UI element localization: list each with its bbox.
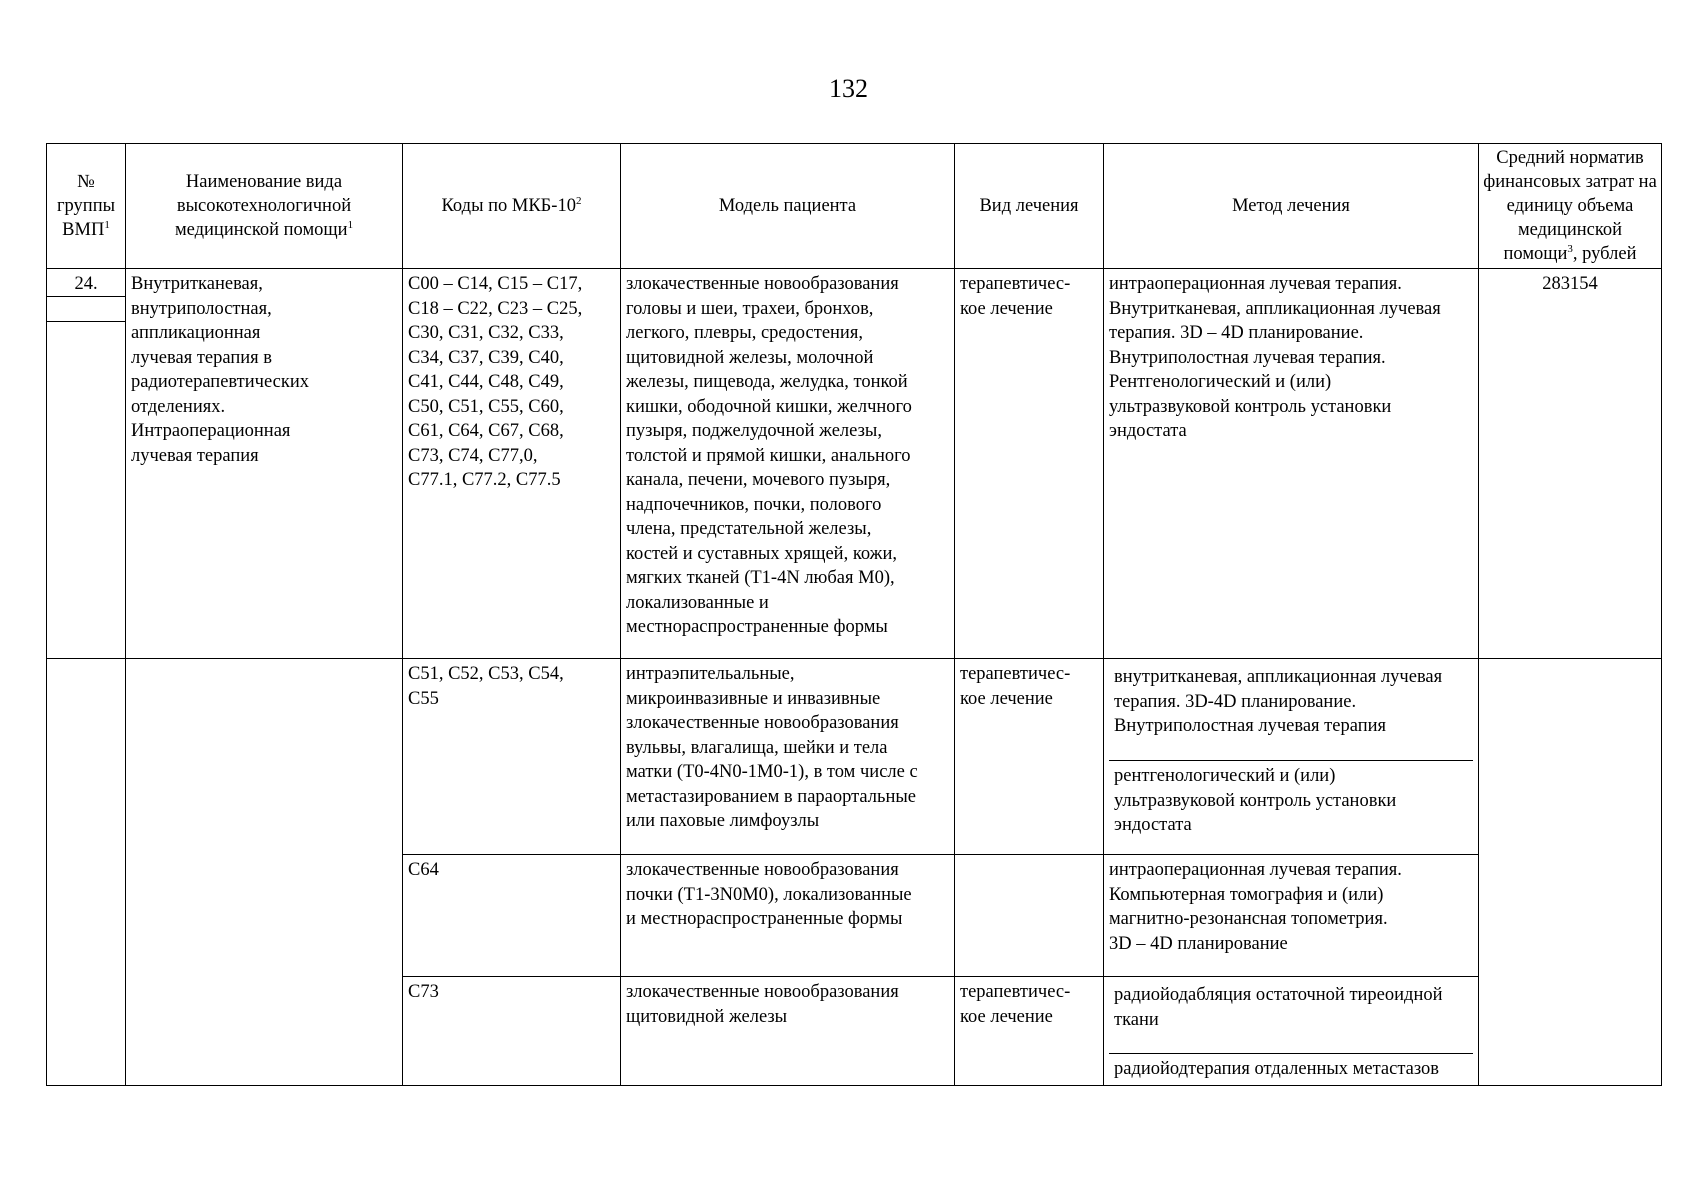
treatment-method-cell: интраоперационная лучевая терапия. Внутритканевая, аппликационная лучевая терапия. 3D – 4D планирование. Внутриполостная лучевая терапия. Рентгенологический и (или) ультразвуковой контроль установки эндостата — [1104, 269, 1479, 659]
treatment-type-cell — [955, 855, 1104, 977]
treatment-method-item: рентгенологический и (или) ультразвуковой контроль установки эндостата — [1109, 760, 1473, 841]
treatment-method-cell — [1104, 659, 1479, 855]
header-care-name: Наименование вида высокотехнологичной медицинской помощи$^1$ — [126, 144, 403, 269]
icd-codes-cell: С00 – С14, С15 – С17, С18 – С22, С23 – С25, С30, С31, С32, С33, С34, С37, С39, С40, С41, С44, С48, С49, С50, С51, С55, С60, С61, С64, С67, С68, С73, С74, С77,0, С77.1, С77.2, С77.5 — [403, 269, 621, 659]
table-row — [47, 269, 1662, 659]
treatment-method-item: радиойодабляция остаточной тиреоидной ткани — [1114, 985, 1443, 1030]
patient-model-cell: интраэпительальные, микроинвазивные и инвазивные злокачественные новообразования вульвы, влагалища, шейки и тела матки (T0-4N0-1M0-1), в том числе с метастазированием в параортальные или паховые лимфоузлы — [621, 659, 955, 855]
cost-cell-empty — [1479, 659, 1662, 1086]
patient-model-cell: злокачественные новообразования почки (T1-3N0M0), локализованные и местнораспространенные формы — [621, 855, 955, 977]
group-number: 24. — [47, 272, 125, 297]
icd-codes-cell: С64 — [403, 855, 621, 977]
header-treatment-type: Вид лечения — [955, 144, 1104, 269]
treatment-method-cell — [1104, 977, 1479, 1086]
header-patient-model: Модель пациента — [621, 144, 955, 269]
icd-codes-cell: С51, С52, С53, С54, С55 — [403, 659, 621, 855]
care-name-cell: Внутритканевая, внутриполостная, аппликационная лучевая терапия в радиотерапевтических отделениях. Интраоперационная лучевая терапия — [126, 269, 403, 659]
header-icd-codes: Коды по МКБ-$10^2$ — [403, 144, 621, 269]
header-treatment-method: Метод лечения — [1104, 144, 1479, 269]
treatment-method-item: радиойодтерапия отдаленных метастазов — [1109, 1053, 1473, 1082]
header-group-no: № группы ВМП$^1$ — [47, 144, 126, 269]
table-header-row — [47, 144, 1662, 269]
icd-codes-cell: С73 — [403, 977, 621, 1086]
care-name-cell-empty — [126, 659, 403, 1086]
treatment-type-cell: терапевтичес- кое лечение — [955, 269, 1104, 659]
page-number: 132 — [829, 74, 868, 103]
treatment-method-cell: интраоперационная лучевая терапия. Компьютерная томография и (или) магнитно-резонансная топометрия. 3D – 4D планирование — [1104, 855, 1479, 977]
treatment-method-item: внутритканевая, аппликационная лучевая терапия. 3D-4D планирование. Внутриполостная лучевая терапия — [1114, 667, 1443, 736]
patient-model-cell: злокачественные новообразования щитовидной железы — [621, 977, 955, 1086]
treatment-type-cell: терапевтичес- кое лечение — [955, 659, 1104, 855]
patient-model-cell: злокачественные новообразования головы и шеи, трахеи, бронхов, легкого, плевры, средостения, щитовидной железы, молочной железы, пищевода, желудка, тонкой кишки, ободочной кишки, желчного пузыря, поджелудочной железы, толстой и прямой кишки, анального канала, печени, мочевого пузыря, надпочечников, почки, полового члена, предстательной железы, костей и суставных хрящей, кожи, мягких тканей (T1-4N любая M0), локализованные и местнораспространенные формы — [621, 269, 955, 659]
cost-cell: 283154 — [1479, 269, 1662, 659]
vmp-table — [46, 143, 1662, 1086]
group-number-cell-empty — [47, 659, 126, 1086]
header-cost-standard: Средний норматив финансовых затрат на единицу объема медицинской помощи$^3$, рублей — [1479, 144, 1662, 269]
treatment-type-cell: терапевтичес- кое лечение — [955, 977, 1104, 1086]
table-row — [47, 659, 1662, 855]
group-number-spacer — [47, 297, 125, 322]
group-number-cell — [47, 269, 126, 659]
